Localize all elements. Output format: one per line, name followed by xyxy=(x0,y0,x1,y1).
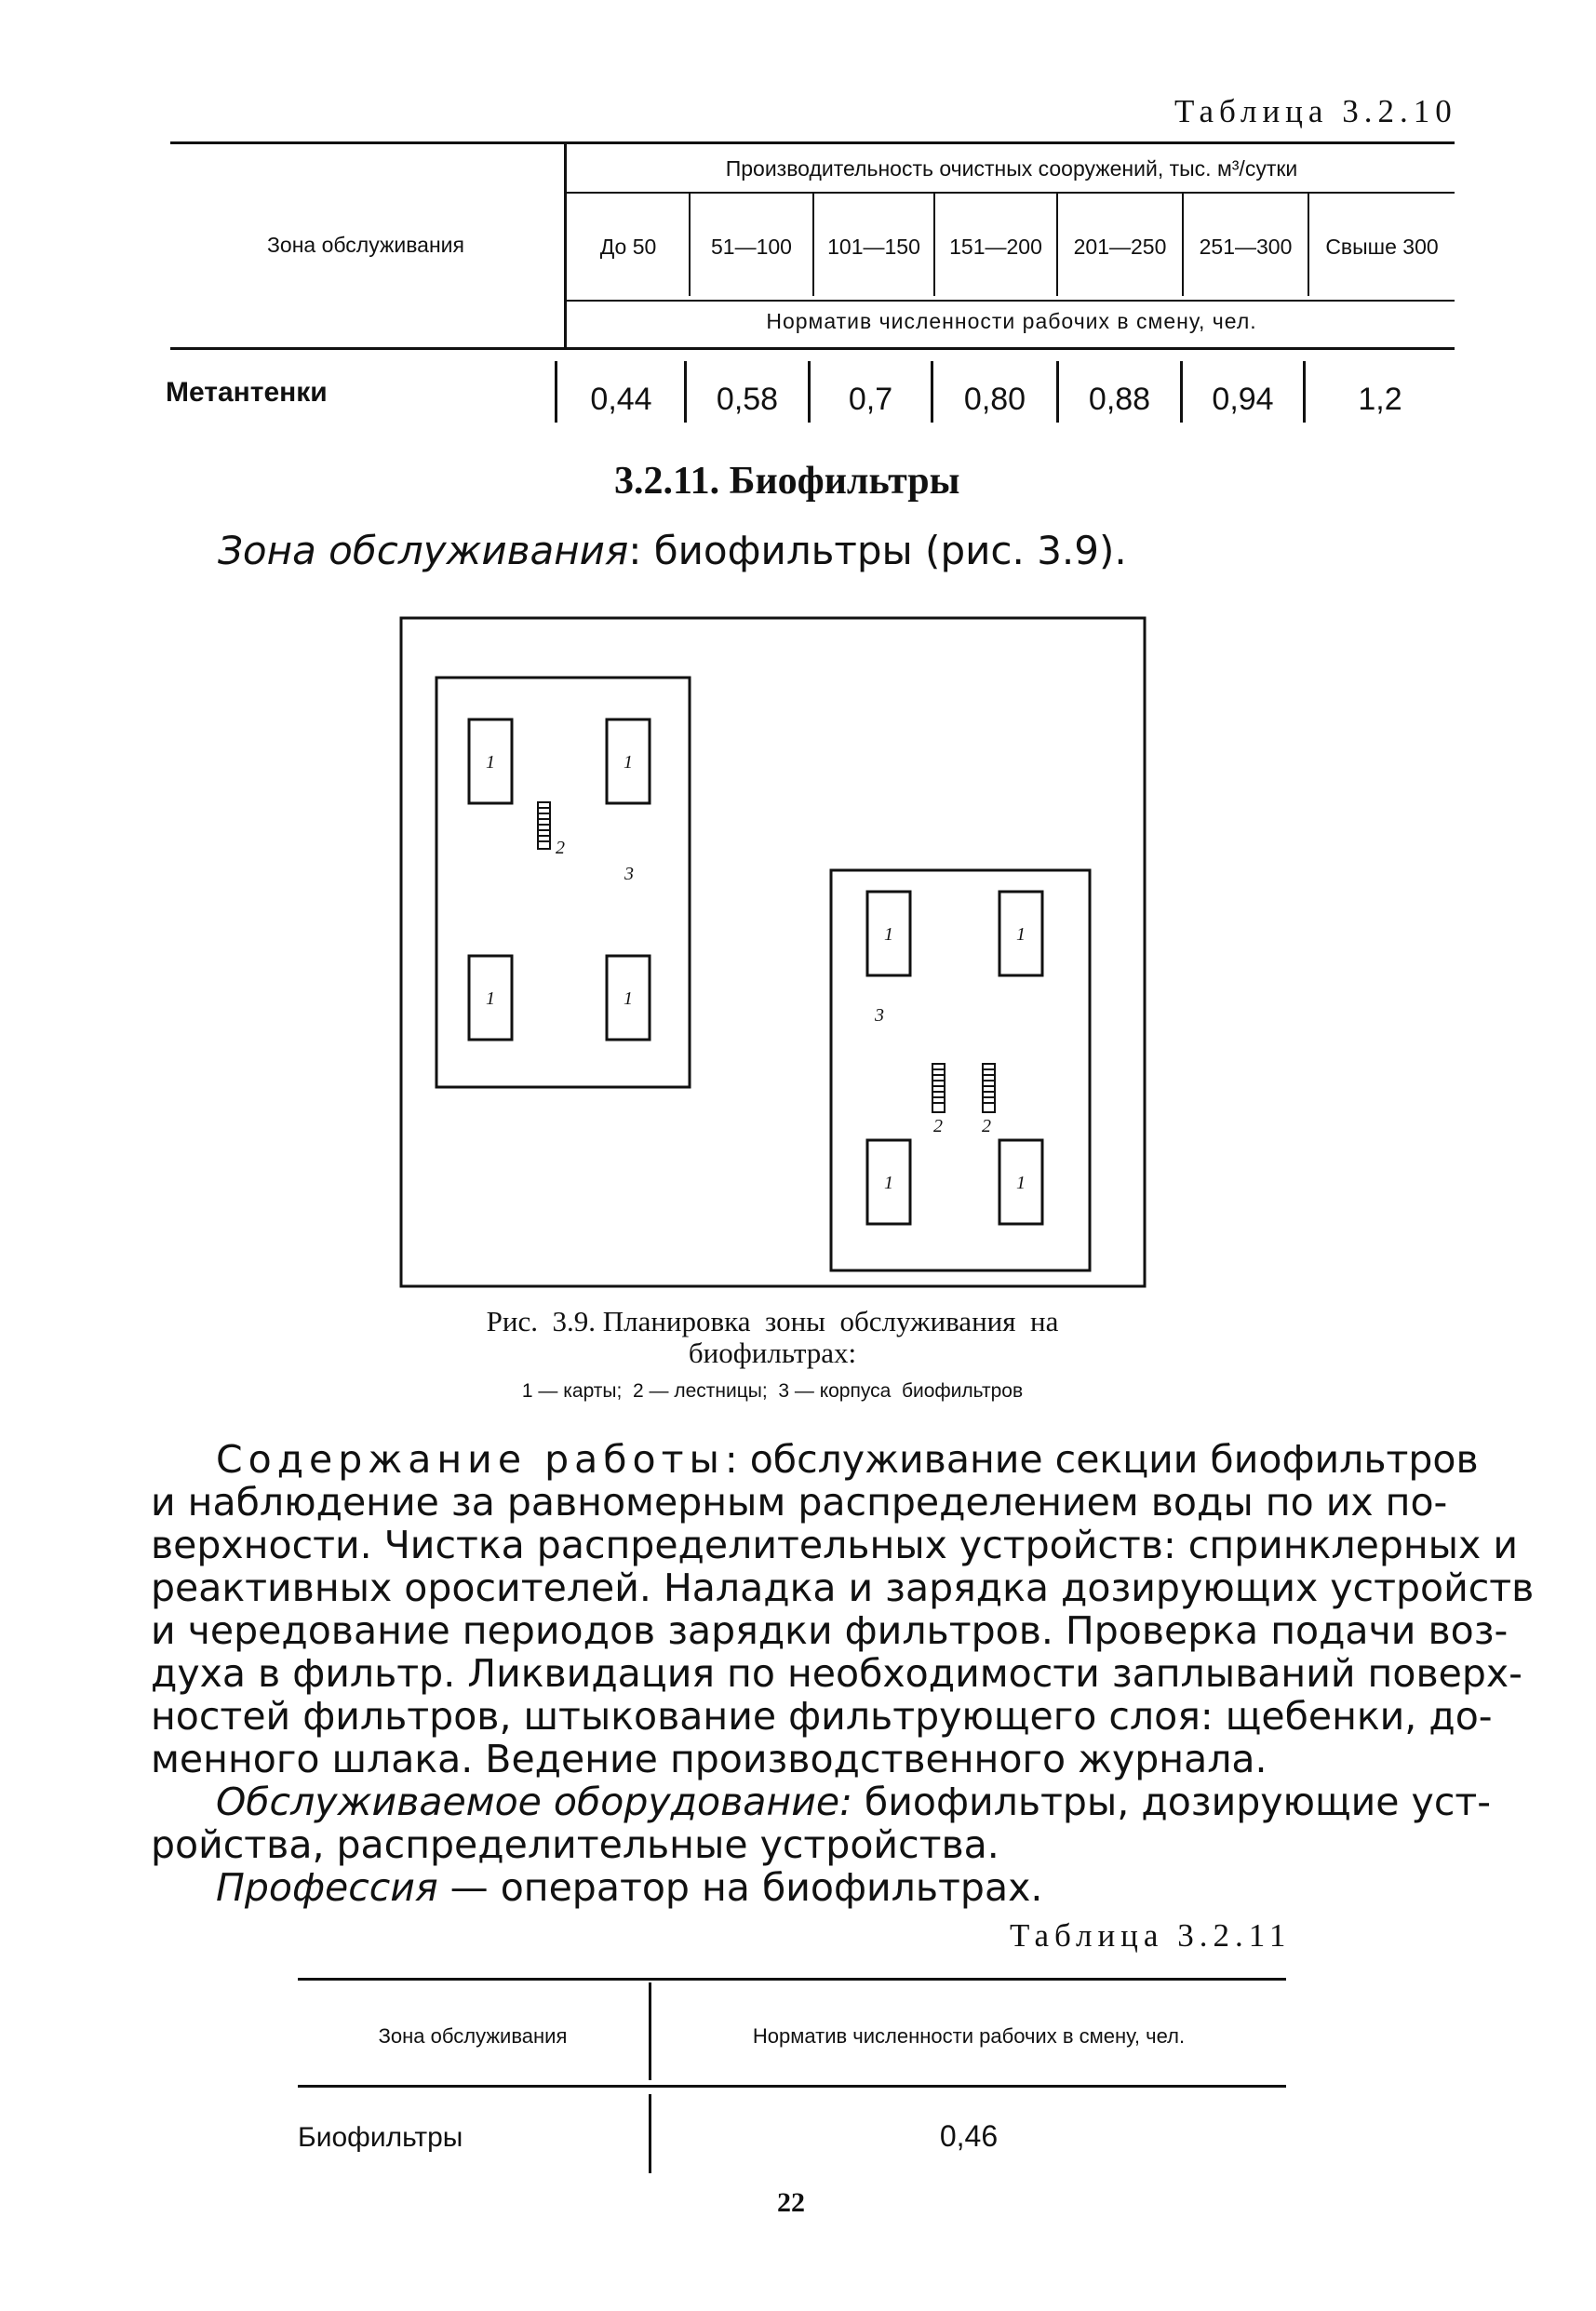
figure-label-1: 1 xyxy=(486,752,495,773)
table1-col-header: Свыше 300 xyxy=(1325,235,1439,259)
zone-label: Зона обслуживания xyxy=(218,528,629,573)
table1-norm-header: Норматив численности рабочих в смену, чел. xyxy=(766,309,1257,333)
figure-legend: 1 — карты; 2 — лестницы; 3 — корпуса биофильтров xyxy=(521,1380,1024,1402)
table1-col-header: 101—150 xyxy=(827,235,920,259)
table1-col-header: 151—200 xyxy=(949,235,1042,259)
table1-caption: Таблица 3.2.10 xyxy=(1174,93,1457,129)
figure-label-1: 1 xyxy=(624,752,633,773)
equipment-line-2: ройства, распределительные устройства. xyxy=(151,1822,999,1867)
table2-cell: 0,46 xyxy=(939,2119,999,2153)
zone-line xyxy=(218,528,1127,573)
table1-col-header: До 50 xyxy=(599,235,657,259)
content-line: реактивных оросителей. Наладка и зарядка дозирующих устройств xyxy=(151,1565,1535,1610)
figure-label-1: 1 xyxy=(486,988,495,1009)
table1-cell: 0,58 xyxy=(716,382,779,417)
table1-cell: 0,80 xyxy=(963,382,1026,417)
table1-col-header: 201—250 xyxy=(1073,235,1167,259)
section-heading: 3.2.11. Биофильтры xyxy=(614,460,960,503)
equipment-text: биофильтры, дозирующие уст- xyxy=(852,1780,1492,1824)
table2-col1-header: Зона обслуживания xyxy=(378,2024,568,2048)
table1-cell: 0,44 xyxy=(590,382,652,417)
table2-col2-header: Норматив численности рабочих в смену, чел. xyxy=(752,2024,1186,2048)
table1-cell: 0,88 xyxy=(1088,382,1151,417)
figure-layout-diagram xyxy=(391,610,1154,1298)
equipment-label: Обслуживаемое оборудование: xyxy=(216,1780,852,1824)
figure-caption-line2: биофильтрах: xyxy=(688,1337,857,1369)
figure-label-2: 2 xyxy=(982,1116,991,1136)
figure-label-2: 2 xyxy=(556,838,565,858)
content-lead-label: Содержание работы xyxy=(216,1437,725,1482)
figure-label-1: 1 xyxy=(1016,1173,1026,1193)
biofilter-body-right xyxy=(831,870,1090,1270)
table1-row-label: Метантенки xyxy=(166,377,328,408)
profession-text: — оператор на биофильтрах. xyxy=(437,1865,1043,1910)
figure-label-1: 1 xyxy=(624,988,633,1009)
text-line xyxy=(216,1437,1479,1482)
table1-cell: 0,7 xyxy=(848,382,893,417)
figure-label-2: 2 xyxy=(933,1116,943,1136)
figure-label-3: 3 xyxy=(875,1005,884,1026)
page-number: 22 xyxy=(777,2187,805,2218)
content-line: ностей фильтров, штыкование фильтрующего слоя: щебенки, до- xyxy=(151,1694,1493,1739)
figure-caption-line1: Рис. 3.9. Планировка зоны обслуживания на xyxy=(486,1305,1059,1337)
figure-label-3: 3 xyxy=(624,864,634,884)
content-line: и чередование периодов зарядки фильтров. Проверка подачи воз- xyxy=(151,1608,1509,1653)
table2-row-label: Биофильтры xyxy=(298,2122,463,2153)
profession-label: Профессия xyxy=(216,1865,438,1910)
table2-caption: Таблица 3.2.11 xyxy=(1010,1917,1292,1954)
content-line: духа в фильтр. Ликвидация по необходимости заплываний поверх- xyxy=(151,1651,1522,1696)
table1-cell: 0,94 xyxy=(1212,382,1274,417)
figure-label-1: 1 xyxy=(1016,924,1026,945)
table1-group-header: Производительность очистных сооружений, тыс. м³/сутки xyxy=(725,156,1298,181)
profession-line xyxy=(216,1866,1450,1909)
biofilter-body-left xyxy=(436,678,690,1087)
zone-text: : биофильтры (рис. 3.9). xyxy=(628,528,1127,573)
staircase xyxy=(538,802,550,849)
equipment-line xyxy=(216,1780,1492,1824)
staircase xyxy=(932,1064,945,1112)
figure-label-1: 1 xyxy=(884,1173,893,1193)
table1-col-header: 251—300 xyxy=(1199,235,1293,259)
content-line: : обслуживание секции биофильтров xyxy=(724,1437,1479,1482)
content-line: и наблюдение за равномерным распределением воды по их по- xyxy=(151,1480,1448,1525)
figure-label-1: 1 xyxy=(884,924,893,945)
table1-cell: 1,2 xyxy=(1358,382,1402,417)
content-line: верхности. Чистка распределительных устройств: спринклерных и xyxy=(151,1523,1518,1567)
table1-col-header: 51—100 xyxy=(711,235,792,259)
staircase xyxy=(983,1064,995,1112)
content-line: менного шлака. Ведение производственного журнала. xyxy=(151,1737,1267,1781)
table1-zone-header: Зона обслуживания xyxy=(267,233,464,257)
